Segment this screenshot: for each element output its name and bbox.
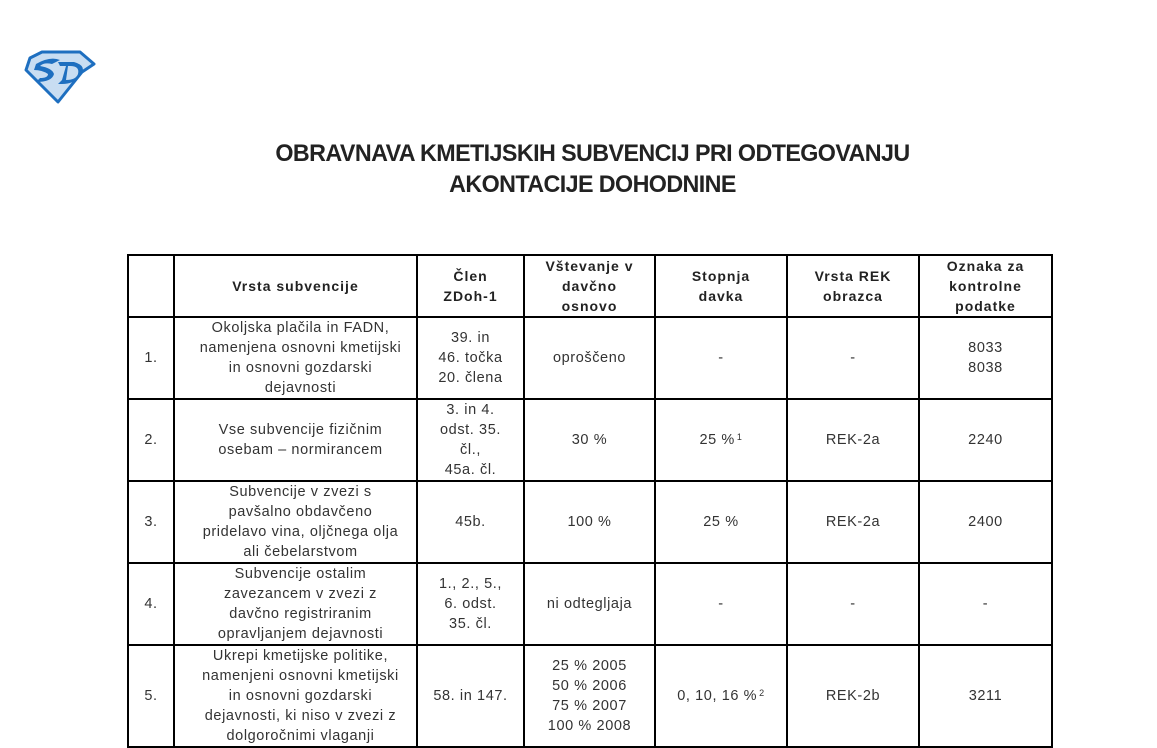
cell-code	[919, 563, 1052, 645]
cell-inclusion	[524, 481, 655, 563]
cell-type	[174, 563, 417, 645]
inclusion-line: oproščeno	[552, 350, 627, 366]
article-line: 46. točka	[438, 350, 503, 366]
header-code	[919, 255, 1052, 317]
subsidy-type-line: pavšalno obdavčeno	[228, 504, 373, 520]
inclusion-line: ni odtegljaja	[546, 596, 633, 612]
cell-rate	[655, 399, 787, 481]
cell-code	[919, 399, 1052, 481]
footnote-marker[interactable]: 2	[759, 688, 765, 698]
row-number: 4.	[144, 596, 158, 612]
row-number: 5.	[144, 688, 158, 704]
subsidy-type-line: dejavnosti, ki niso v zvezi z	[204, 708, 397, 724]
cell-type	[174, 317, 417, 399]
header-rek-line: obrazca	[823, 288, 883, 304]
article-line: odst. 35.	[439, 422, 502, 438]
tax-rate: 25 %	[703, 514, 739, 530]
inclusion-line: 100 %	[567, 514, 612, 530]
header-rek-line: Vrsta REK	[814, 268, 892, 284]
tax-rate: 0, 10, 16 %	[677, 688, 758, 704]
header-no	[128, 255, 174, 317]
subsidy-type-line: zavezancem v zvezi z	[223, 586, 378, 602]
subsidy-type-line: in osnovni gozdarski	[228, 360, 373, 376]
rek-form: REK-2b	[825, 688, 881, 704]
article-line: 6. odst.	[444, 596, 497, 612]
cell-code	[919, 645, 1052, 747]
subsidy-table	[127, 254, 1053, 748]
cell-article	[417, 481, 524, 563]
header-inclusion-line: davčno	[561, 278, 617, 294]
table-row	[128, 645, 1052, 747]
cell-rek	[787, 563, 919, 645]
cell-inclusion	[524, 645, 655, 747]
header-inclusion-line: Vštevanje v	[545, 258, 634, 274]
cell-type	[174, 481, 417, 563]
cell-rate	[655, 563, 787, 645]
cell-rate	[655, 645, 787, 747]
subsidy-type-line: Ukrepi kmetijske politike,	[212, 648, 389, 664]
cell-rek	[787, 645, 919, 747]
row-number: 2.	[144, 432, 158, 448]
rek-form: REK-2a	[825, 432, 881, 448]
cell-article	[417, 563, 524, 645]
header-code-line: podatke	[955, 298, 1016, 314]
inclusion-line: 25 % 2005	[552, 658, 627, 674]
cell-code	[919, 317, 1052, 399]
cell-rek	[787, 317, 919, 399]
sd-logo-icon	[22, 50, 96, 104]
article-line: 58. in 147.	[433, 688, 508, 704]
footnote-marker[interactable]: 1	[736, 432, 743, 442]
control-code-line: 2240	[968, 432, 1003, 448]
table-row	[128, 399, 1052, 481]
article-line: 20. člena	[438, 370, 503, 386]
header-rate-line: davka	[698, 288, 744, 304]
control-code-line: 8038	[968, 360, 1003, 376]
header-rate-line: Stopnja	[691, 268, 751, 284]
cell-article	[417, 399, 524, 481]
subsidy-type-line: ali čebelarstvom	[243, 544, 358, 560]
cell-no	[128, 645, 174, 747]
control-code-line: 3211	[968, 688, 1003, 704]
article-line: 45a. čl.	[444, 462, 497, 478]
rek-form: REK-2a	[825, 514, 881, 530]
table-header-row	[128, 255, 1052, 317]
article-line: 1., 2., 5.,	[438, 576, 503, 592]
header-code-line: Oznaka za	[946, 258, 1025, 274]
control-code-line: -	[982, 596, 989, 612]
title-line-1: OBRAVNAVA KMETIJSKIH SUBVENCIJ PRI ODTEGOVANJU	[275, 140, 910, 167]
subsidy-type-line: Subvencije v zvezi s	[229, 484, 372, 500]
title-line-2: AKONTACIJE DOHODNINE	[449, 171, 736, 198]
cell-code	[919, 481, 1052, 563]
header-article-line: Člen	[453, 268, 488, 284]
control-code-line: 8033	[968, 340, 1003, 356]
article-line: 35. čl.	[449, 616, 492, 632]
subsidy-type-line: Okoljska plačila in FADN,	[211, 320, 390, 336]
subsidy-type-line: pridelavo vina, oljčnega olja	[202, 524, 399, 540]
cell-type	[174, 645, 417, 747]
article-line: 39. in	[450, 330, 491, 346]
tax-rate: -	[718, 350, 724, 366]
table-body	[128, 317, 1052, 747]
cell-article	[417, 317, 524, 399]
rek-form: -	[850, 350, 856, 366]
table-row	[128, 317, 1052, 399]
subsidy-type-line: opravljanjem dejavnosti	[217, 626, 384, 642]
cell-type	[174, 399, 417, 481]
page-title	[18, 138, 1157, 200]
cell-no	[128, 481, 174, 563]
tax-rate: 25 %	[699, 432, 735, 448]
control-code-line: 2400	[968, 514, 1003, 530]
subsidy-type-line: dejavnosti	[264, 380, 337, 396]
inclusion-line: 30 %	[571, 432, 608, 448]
cell-inclusion	[524, 317, 655, 399]
header-type: Vrsta subvencije	[174, 255, 417, 317]
header-article-line: ZDoh-1	[443, 288, 498, 304]
cell-rate	[655, 481, 787, 563]
cell-article	[417, 645, 524, 747]
row-number: 3.	[144, 514, 158, 530]
article-line: 3. in 4.	[446, 402, 495, 418]
cell-rate	[655, 317, 787, 399]
cell-inclusion	[524, 399, 655, 481]
header-article	[417, 255, 524, 317]
cell-no	[128, 317, 174, 399]
article-line: 45b.	[455, 514, 486, 530]
tax-rate: -	[718, 596, 724, 612]
article-line: čl.,	[460, 442, 481, 458]
row-number: 1.	[144, 350, 158, 366]
inclusion-line: 75 % 2007	[552, 698, 627, 714]
cell-inclusion	[524, 563, 655, 645]
header-rate	[655, 255, 787, 317]
subsidy-type-line: davčno registriranim	[229, 606, 372, 622]
subsidy-type-line: in osnovni gozdarski	[228, 688, 373, 704]
header-code-line: kontrolne	[949, 278, 1022, 294]
table-row	[128, 563, 1052, 645]
inclusion-line: 50 % 2006	[552, 678, 627, 694]
inclusion-line: 100 % 2008	[547, 718, 632, 734]
subsidy-type-line: dolgoročnimi vlaganji	[226, 728, 375, 744]
cell-no	[128, 563, 174, 645]
subsidy-type-line: osebam – normirancem	[218, 442, 383, 458]
header-inclusion-line: osnovo	[561, 298, 618, 314]
subsidy-type-line: namenjena osnovni kmetijski	[199, 340, 402, 356]
header-rek	[787, 255, 919, 317]
subsidy-type-line: Vse subvencije fizičnim	[218, 422, 383, 438]
cell-rek	[787, 399, 919, 481]
subsidy-type-line: Subvencije ostalim	[234, 566, 367, 582]
cell-no	[128, 399, 174, 481]
rek-form: -	[850, 596, 856, 612]
subsidy-type-line: namenjeni osnovni kmetijski	[202, 668, 399, 684]
header-inclusion	[524, 255, 655, 317]
cell-rek	[787, 481, 919, 563]
table-row	[128, 481, 1052, 563]
